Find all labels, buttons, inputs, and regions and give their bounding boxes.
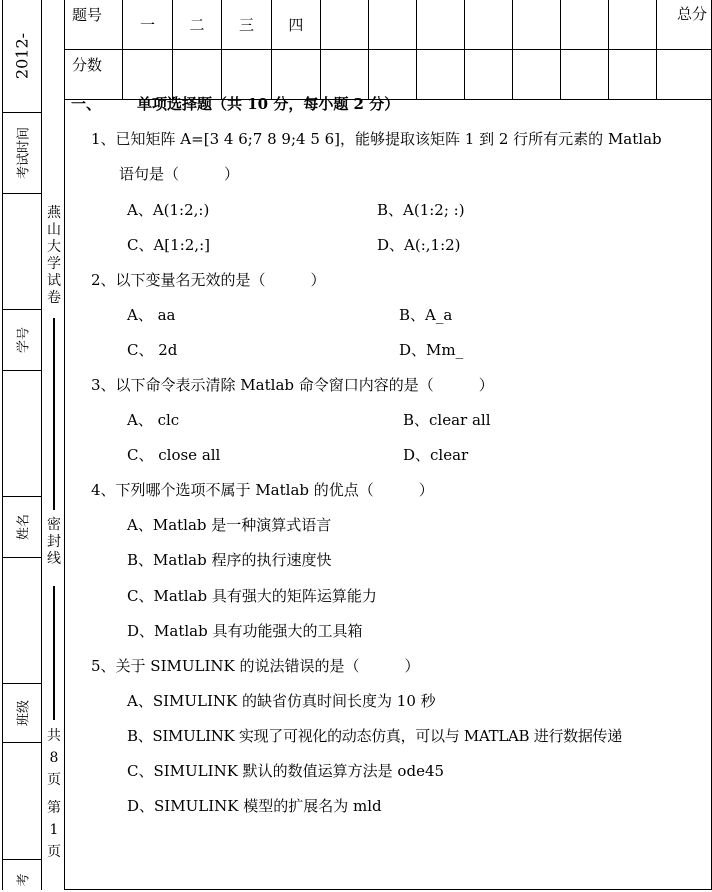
score-cell-2[interactable] [172,50,221,100]
total-label: 总分 [657,0,711,50]
score-cell-1[interactable] [123,50,172,100]
col-header-11 [609,0,657,50]
seal-line-upper [53,318,55,510]
question-3-option-d[interactable]: D、clear [403,446,469,464]
school-char: 学 [47,256,61,272]
score-row [65,50,711,100]
page-char: 页 [47,772,61,788]
seal-line-lower [53,586,55,720]
examinee-label-cell [3,860,41,890]
col-header-2: 二 [172,0,221,50]
question-1-stem: 1、已知矩阵 A=[3 4 6;7 8 9;4 5 6]，能够提取该矩阵 1 到 2 行所有元素的 Matlab [91,130,662,148]
question-4-stem: 4、下列哪个选项不属于 Matlab 的优点（ ） [91,481,434,499]
question-5-option-b[interactable]: B、SIMULINK 实现了可视化的动态仿真，可以与 MATLAB 进行数据传递 [127,727,622,745]
score-cell-total[interactable] [657,50,711,100]
question-2-option-a[interactable]: A、 aa [127,306,176,324]
seal-line-label [44,517,64,568]
question-1-option-d[interactable]: D、A(:,1:2) [377,236,461,254]
question-1-option-b[interactable]: B、A(1:2; :) [377,201,465,219]
score-cell-3[interactable] [222,50,271,100]
page-count-vertical [44,725,64,863]
exam-time-field[interactable] [3,194,41,310]
year-label: 2012- [12,32,32,80]
score-cell-5[interactable] [321,50,369,100]
school-char: 山 [47,222,61,238]
col-header-8 [465,0,513,50]
school-char: 燕 [47,205,61,221]
binding-strip [2,0,42,890]
question-2-option-d[interactable]: D、Mm_ [399,341,464,359]
school-char: 大 [47,239,61,255]
col-header-9 [513,0,561,50]
score-table [65,0,711,100]
class-field[interactable] [3,743,41,860]
question-1-stem-cont: 语句是（ ） [119,165,240,183]
question-3-option-c[interactable]: C、 close all [127,446,221,464]
question-2-stem: 2、以下变量名无效的是（ ） [91,271,326,289]
score-cell-4[interactable] [271,50,320,100]
exam-time-label-cell [3,113,41,194]
question-5-stem: 5、关于 SIMULINK 的说法错误的是（ ） [91,657,420,675]
question-3-option-a[interactable]: A、 clc [127,411,180,429]
score-cell-10[interactable] [561,50,609,100]
score-label: 分数 [65,50,123,100]
examinee-label: 考 [16,872,32,887]
name-label-cell [3,497,41,558]
year-cell [3,0,41,113]
class-label: 班级 [16,699,32,727]
seal-column [44,0,64,892]
col-header-5 [321,0,369,50]
student-id-field[interactable] [3,371,41,497]
score-cell-8[interactable] [465,50,513,100]
score-cell-9[interactable] [513,50,561,100]
col-header-7 [417,0,465,50]
question-1-option-a[interactable]: A、A(1:2,:) [127,201,210,219]
col-header-10 [561,0,609,50]
name-label: 姓名 [16,513,32,541]
score-cell-6[interactable] [369,50,417,100]
section-number: 一、 [71,95,102,113]
name-field[interactable] [3,558,41,684]
question-number-row [65,0,711,50]
seal-char: 封 [47,534,61,550]
seal-char: 密 [47,517,61,533]
class-label-cell [3,684,41,743]
question-4-option-b[interactable]: B、Matlab 程序的执行速度快 [127,551,332,569]
section-title: 单项选择题（共 10 分，每小题 2 分） [137,95,400,113]
col-header-1: 一 [123,0,172,50]
question-5-option-a[interactable]: A、SIMULINK 的缺省仿真时间长度为 10 秒 [127,692,436,710]
exam-time-label: 考试时间 [16,126,32,180]
page-char: 8 [49,750,59,766]
question-5-option-c[interactable]: C、SIMULINK 默认的数值运算方法是 ode45 [127,762,445,780]
school-name-vertical [44,205,64,307]
seal-char: 线 [47,551,61,567]
question-4-option-a[interactable]: A、Matlab 是一种演算式语言 [127,516,332,534]
question-3-stem: 3、以下命令表示清除 Matlab 命令窗口内容的是（ ） [91,376,494,394]
page-char: 第 [47,800,61,816]
school-char: 卷 [47,290,61,306]
score-cell-11[interactable] [609,50,657,100]
question-number-label: 题号 [65,0,123,50]
question-4-option-d[interactable]: D、Matlab 具有功能强大的工具箱 [127,622,363,640]
col-header-3: 三 [222,0,271,50]
student-id-label-cell [3,310,41,371]
question-2-option-c[interactable]: C、 2d [127,341,178,359]
question-5-option-d[interactable]: D、SIMULINK 模型的扩展名为 mld [127,797,382,815]
school-char: 试 [47,273,61,289]
question-1-option-c[interactable]: C、A[1:2,:] [127,236,210,254]
col-header-6 [369,0,417,50]
page-char: 共 [47,728,61,744]
score-cell-7[interactable] [417,50,465,100]
question-4-option-c[interactable]: C、Matlab 具有强大的矩阵运算能力 [127,587,377,605]
col-header-4: 四 [271,0,320,50]
question-3-option-b[interactable]: B、clear all [403,411,491,429]
page-char: 页 [47,844,61,860]
exam-page [64,0,712,890]
page-char: 1 [49,822,59,838]
student-id-label: 学号 [16,326,32,354]
question-2-option-b[interactable]: B、A_a [399,306,453,324]
